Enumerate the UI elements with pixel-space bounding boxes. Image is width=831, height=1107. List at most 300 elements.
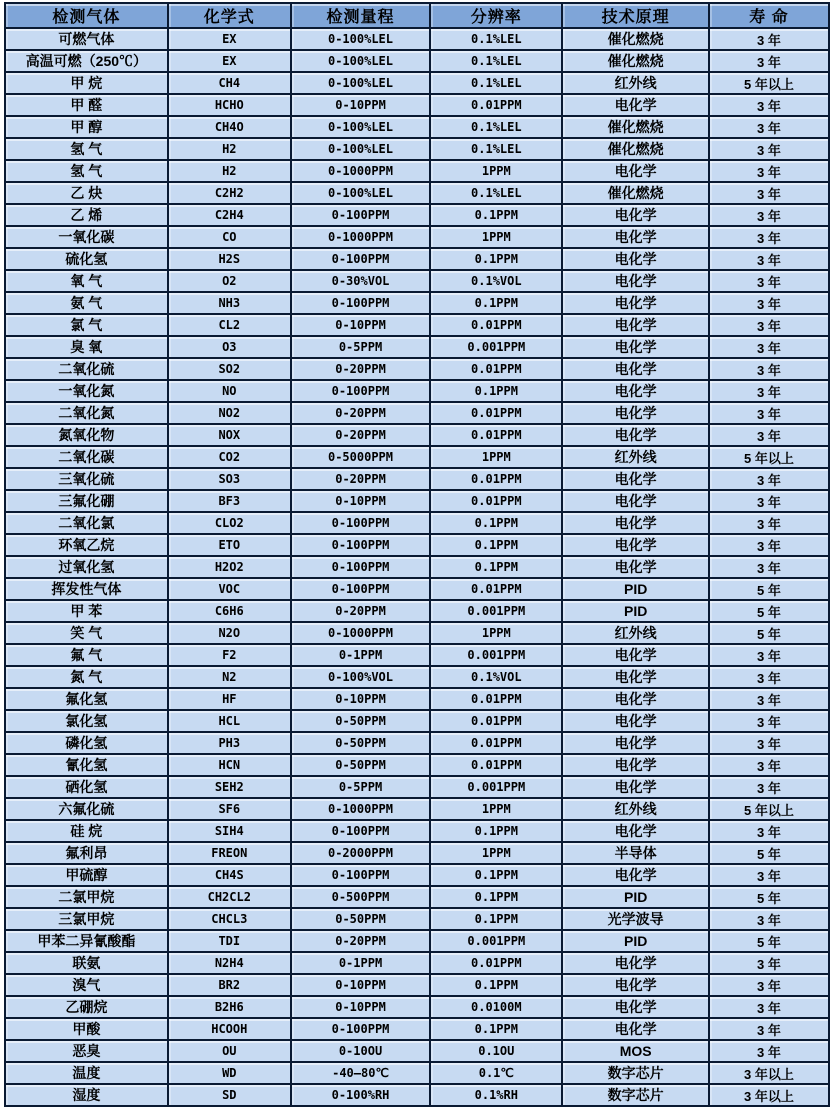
- cell-gas: 温度: [5, 1062, 168, 1084]
- cell-resolution: 0.001PPM: [430, 336, 562, 358]
- cell-formula: H2: [168, 160, 291, 182]
- cell-lifespan: 3 年: [709, 1018, 829, 1040]
- cell-resolution: 0.01PPM: [430, 94, 562, 116]
- cell-range: 0-50PPM: [291, 908, 430, 930]
- cell-gas: 高温可燃（250℃）: [5, 50, 168, 72]
- cell-range: 0-100PPM: [291, 578, 430, 600]
- cell-range: 0-100PPM: [291, 512, 430, 534]
- cell-range: 0-1000PPM: [291, 622, 430, 644]
- cell-lifespan: 3 年: [709, 314, 829, 336]
- cell-lifespan: 3 年: [709, 270, 829, 292]
- table-row: [5, 204, 829, 226]
- cell-resolution: 0.1PPM: [430, 380, 562, 402]
- cell-lifespan: 3 年: [709, 116, 829, 138]
- column-header-principle: 技术原理: [562, 3, 708, 28]
- cell-gas: 过氧化氢: [5, 556, 168, 578]
- cell-formula: BR2: [168, 974, 291, 996]
- cell-principle: 电化学: [562, 1018, 708, 1040]
- cell-principle: 电化学: [562, 996, 708, 1018]
- cell-lifespan: 3 年: [709, 952, 829, 974]
- cell-formula: CL2: [168, 314, 291, 336]
- cell-formula: N2O: [168, 622, 291, 644]
- table-row: [5, 358, 829, 380]
- cell-principle: 电化学: [562, 468, 708, 490]
- cell-principle: 红外线: [562, 72, 708, 94]
- cell-range: 0-20PPM: [291, 468, 430, 490]
- table-row: [5, 798, 829, 820]
- cell-range: 0-20PPM: [291, 358, 430, 380]
- cell-range: 0-30%VOL: [291, 270, 430, 292]
- cell-lifespan: 5 年: [709, 622, 829, 644]
- cell-range: 0-100PPM: [291, 204, 430, 226]
- cell-formula: H2: [168, 138, 291, 160]
- cell-resolution: 0.1PPM: [430, 204, 562, 226]
- cell-resolution: 0.1%LEL: [430, 50, 562, 72]
- cell-lifespan: 3 年: [709, 908, 829, 930]
- cell-formula: SD: [168, 1084, 291, 1106]
- cell-formula: SO3: [168, 468, 291, 490]
- cell-resolution: 0.01PPM: [430, 468, 562, 490]
- cell-gas: 环氧乙烷: [5, 534, 168, 556]
- cell-gas: 三氯甲烷: [5, 908, 168, 930]
- cell-principle: PID: [562, 930, 708, 952]
- table-row: [5, 710, 829, 732]
- cell-gas: 氢 气: [5, 160, 168, 182]
- cell-principle: 电化学: [562, 314, 708, 336]
- cell-range: 0-5PPM: [291, 776, 430, 798]
- cell-principle: 电化学: [562, 952, 708, 974]
- cell-gas: 甲 苯: [5, 600, 168, 622]
- cell-range: 0-100%LEL: [291, 50, 430, 72]
- cell-formula: C2H4: [168, 204, 291, 226]
- cell-lifespan: 3 年: [709, 490, 829, 512]
- cell-lifespan: 3 年: [709, 996, 829, 1018]
- table-row: [5, 732, 829, 754]
- cell-range: 0-100PPM: [291, 556, 430, 578]
- cell-formula: HCN: [168, 754, 291, 776]
- table-row: [5, 116, 829, 138]
- cell-formula: CLO2: [168, 512, 291, 534]
- cell-formula: H2O2: [168, 556, 291, 578]
- cell-lifespan: 3 年: [709, 754, 829, 776]
- cell-resolution: 0.001PPM: [430, 930, 562, 952]
- table-row: [5, 28, 829, 50]
- cell-gas: 臭 氧: [5, 336, 168, 358]
- cell-gas: 氢 气: [5, 138, 168, 160]
- cell-formula: CO: [168, 226, 291, 248]
- cell-range: 0-10PPM: [291, 490, 430, 512]
- cell-formula: NOX: [168, 424, 291, 446]
- cell-gas: 氟利昂: [5, 842, 168, 864]
- table-row: [5, 50, 829, 72]
- cell-lifespan: 5 年以上: [709, 798, 829, 820]
- cell-lifespan: 3 年: [709, 974, 829, 996]
- cell-resolution: 0.01PPM: [430, 490, 562, 512]
- cell-principle: 电化学: [562, 512, 708, 534]
- cell-principle: 红外线: [562, 622, 708, 644]
- cell-range: 0-100PPM: [291, 380, 430, 402]
- cell-formula: NH3: [168, 292, 291, 314]
- cell-lifespan: 5 年: [709, 600, 829, 622]
- cell-gas: 可燃气体: [5, 28, 168, 50]
- cell-formula: HCOOH: [168, 1018, 291, 1040]
- cell-range: 0-100PPM: [291, 864, 430, 886]
- cell-lifespan: 5 年以上: [709, 72, 829, 94]
- table-row: [5, 842, 829, 864]
- cell-gas: 氨 气: [5, 292, 168, 314]
- cell-gas: 乙硼烷: [5, 996, 168, 1018]
- cell-gas: 磷化氢: [5, 732, 168, 754]
- table-row: [5, 578, 829, 600]
- cell-resolution: 1PPM: [430, 842, 562, 864]
- cell-lifespan: 3 年: [709, 204, 829, 226]
- cell-principle: 光学波导: [562, 908, 708, 930]
- cell-range: 0-10OU: [291, 1040, 430, 1062]
- cell-range: 0-50PPM: [291, 754, 430, 776]
- table-row: [5, 556, 829, 578]
- cell-lifespan: 3 年: [709, 556, 829, 578]
- table-row: [5, 446, 829, 468]
- cell-formula: SEH2: [168, 776, 291, 798]
- table-row: [5, 512, 829, 534]
- column-header-resolution: 分辨率: [430, 3, 562, 28]
- cell-gas: 氟 气: [5, 644, 168, 666]
- table-row: [5, 1062, 829, 1084]
- cell-resolution: 0.01PPM: [430, 732, 562, 754]
- table-row: [5, 248, 829, 270]
- cell-resolution: 0.1%LEL: [430, 182, 562, 204]
- table-row: [5, 1040, 829, 1062]
- cell-range: 0-500PPM: [291, 886, 430, 908]
- cell-principle: 电化学: [562, 248, 708, 270]
- cell-range: 0-100%RH: [291, 1084, 430, 1106]
- cell-resolution: 0.01PPM: [430, 402, 562, 424]
- cell-range: 0-100%LEL: [291, 116, 430, 138]
- cell-formula: BF3: [168, 490, 291, 512]
- cell-principle: 电化学: [562, 380, 708, 402]
- cell-gas: 二氧化氯: [5, 512, 168, 534]
- cell-lifespan: 3 年: [709, 864, 829, 886]
- cell-resolution: 0.001PPM: [430, 776, 562, 798]
- cell-formula: O3: [168, 336, 291, 358]
- cell-resolution: 0.01PPM: [430, 424, 562, 446]
- cell-gas: 甲 烷: [5, 72, 168, 94]
- cell-resolution: 1PPM: [430, 446, 562, 468]
- cell-resolution: 0.01PPM: [430, 952, 562, 974]
- cell-range: -40—80℃: [291, 1062, 430, 1084]
- cell-resolution: 0.01PPM: [430, 688, 562, 710]
- cell-range: 0-100%LEL: [291, 138, 430, 160]
- cell-resolution: 1PPM: [430, 622, 562, 644]
- cell-gas: 甲酸: [5, 1018, 168, 1040]
- cell-principle: 半导体: [562, 842, 708, 864]
- cell-range: 0-100PPM: [291, 292, 430, 314]
- cell-formula: FREON: [168, 842, 291, 864]
- cell-lifespan: 5 年: [709, 886, 829, 908]
- cell-resolution: 1PPM: [430, 226, 562, 248]
- cell-range: 0-100PPM: [291, 820, 430, 842]
- cell-resolution: 1PPM: [430, 798, 562, 820]
- cell-lifespan: 3 年: [709, 820, 829, 842]
- cell-formula: EX: [168, 28, 291, 50]
- cell-principle: 电化学: [562, 534, 708, 556]
- table-row: [5, 974, 829, 996]
- cell-range: 0-20PPM: [291, 402, 430, 424]
- cell-resolution: 0.1PPM: [430, 292, 562, 314]
- cell-formula: N2: [168, 666, 291, 688]
- cell-resolution: 0.01PPM: [430, 314, 562, 336]
- table-row: [5, 600, 829, 622]
- cell-range: 0-100%LEL: [291, 28, 430, 50]
- cell-lifespan: 3 年: [709, 138, 829, 160]
- cell-formula: C6H6: [168, 600, 291, 622]
- cell-gas: 乙 炔: [5, 182, 168, 204]
- cell-formula: CH4S: [168, 864, 291, 886]
- cell-resolution: 1PPM: [430, 160, 562, 182]
- header-row: [5, 3, 829, 28]
- cell-gas: 硒化氢: [5, 776, 168, 798]
- cell-resolution: 0.1PPM: [430, 974, 562, 996]
- cell-resolution: 0.1PPM: [430, 556, 562, 578]
- cell-range: 0-20PPM: [291, 600, 430, 622]
- cell-gas: 联氨: [5, 952, 168, 974]
- cell-formula: PH3: [168, 732, 291, 754]
- table-row: [5, 886, 829, 908]
- cell-lifespan: 3 年: [709, 50, 829, 72]
- cell-gas: 氯 气: [5, 314, 168, 336]
- cell-principle: 催化燃烧: [562, 28, 708, 50]
- cell-lifespan: 3 年: [709, 28, 829, 50]
- cell-gas: 三氟化硼: [5, 490, 168, 512]
- cell-resolution: 0.1PPM: [430, 864, 562, 886]
- cell-lifespan: 5 年: [709, 578, 829, 600]
- cell-resolution: 0.1%VOL: [430, 666, 562, 688]
- cell-range: 0-100PPM: [291, 248, 430, 270]
- cell-range: 0-1PPM: [291, 952, 430, 974]
- cell-lifespan: 3 年: [709, 248, 829, 270]
- cell-gas: 硅 烷: [5, 820, 168, 842]
- cell-range: 0-20PPM: [291, 424, 430, 446]
- cell-gas: 溴气: [5, 974, 168, 996]
- cell-principle: 电化学: [562, 424, 708, 446]
- cell-gas: 二氧化氮: [5, 402, 168, 424]
- cell-range: 0-10PPM: [291, 688, 430, 710]
- cell-lifespan: 3 年: [709, 94, 829, 116]
- cell-principle: 催化燃烧: [562, 50, 708, 72]
- cell-lifespan: 3 年: [709, 358, 829, 380]
- cell-resolution: 0.0100M: [430, 996, 562, 1018]
- cell-range: 0-100%LEL: [291, 72, 430, 94]
- cell-principle: 电化学: [562, 776, 708, 798]
- cell-resolution: 0.1PPM: [430, 512, 562, 534]
- cell-principle: 电化学: [562, 666, 708, 688]
- cell-range: 0-10PPM: [291, 314, 430, 336]
- cell-principle: 电化学: [562, 94, 708, 116]
- cell-lifespan: 5 年: [709, 930, 829, 952]
- cell-gas: 一氧化碳: [5, 226, 168, 248]
- cell-gas: 甲 醇: [5, 116, 168, 138]
- column-header-lifespan: 寿 命: [709, 3, 829, 28]
- cell-gas: 湿度: [5, 1084, 168, 1106]
- cell-formula: SIH4: [168, 820, 291, 842]
- column-header-gas: 检测气体: [5, 3, 168, 28]
- table-row: [5, 622, 829, 644]
- table-row: [5, 666, 829, 688]
- cell-range: 0-10PPM: [291, 974, 430, 996]
- table-row: [5, 996, 829, 1018]
- cell-lifespan: 3 年: [709, 666, 829, 688]
- cell-lifespan: 3 年: [709, 732, 829, 754]
- cell-gas: 乙 烯: [5, 204, 168, 226]
- table-row: [5, 864, 829, 886]
- cell-formula: HCHO: [168, 94, 291, 116]
- cell-principle: 电化学: [562, 226, 708, 248]
- cell-formula: F2: [168, 644, 291, 666]
- cell-lifespan: 3 年: [709, 710, 829, 732]
- cell-resolution: 0.1PPM: [430, 534, 562, 556]
- cell-lifespan: 3 年: [709, 182, 829, 204]
- cell-gas: 氮氧化物: [5, 424, 168, 446]
- cell-resolution: 0.1PPM: [430, 820, 562, 842]
- cell-formula: CH4O: [168, 116, 291, 138]
- cell-formula: EX: [168, 50, 291, 72]
- cell-formula: SO2: [168, 358, 291, 380]
- table-row: [5, 138, 829, 160]
- table-header: [5, 3, 829, 28]
- cell-resolution: 0.1PPM: [430, 248, 562, 270]
- table-row: [5, 908, 829, 930]
- cell-resolution: 0.01PPM: [430, 578, 562, 600]
- cell-resolution: 0.1℃: [430, 1062, 562, 1084]
- table-row: [5, 226, 829, 248]
- table-row: [5, 1084, 829, 1106]
- table-row: [5, 292, 829, 314]
- cell-resolution: 0.01PPM: [430, 754, 562, 776]
- table-row: [5, 688, 829, 710]
- cell-lifespan: 5 年以上: [709, 446, 829, 468]
- cell-lifespan: 3 年: [709, 468, 829, 490]
- table-row: [5, 776, 829, 798]
- cell-formula: C2H2: [168, 182, 291, 204]
- cell-formula: NO2: [168, 402, 291, 424]
- cell-range: 0-100%LEL: [291, 182, 430, 204]
- cell-lifespan: 3 年: [709, 226, 829, 248]
- cell-gas: 甲苯二异氰酸酯: [5, 930, 168, 952]
- cell-formula: B2H6: [168, 996, 291, 1018]
- cell-principle: PID: [562, 600, 708, 622]
- table-row: [5, 930, 829, 952]
- cell-range: 0-2000PPM: [291, 842, 430, 864]
- table-row: [5, 380, 829, 402]
- cell-gas: 三氧化硫: [5, 468, 168, 490]
- cell-principle: 电化学: [562, 644, 708, 666]
- cell-lifespan: 3 年: [709, 512, 829, 534]
- cell-formula: NO: [168, 380, 291, 402]
- cell-formula: WD: [168, 1062, 291, 1084]
- table-row: [5, 94, 829, 116]
- cell-lifespan: 3 年以上: [709, 1062, 829, 1084]
- cell-principle: 电化学: [562, 732, 708, 754]
- cell-principle: 催化燃烧: [562, 182, 708, 204]
- cell-range: 0-100PPM: [291, 1018, 430, 1040]
- cell-formula: CO2: [168, 446, 291, 468]
- cell-range: 0-10PPM: [291, 996, 430, 1018]
- cell-lifespan: 3 年: [709, 1040, 829, 1062]
- cell-range: 0-100PPM: [291, 534, 430, 556]
- cell-gas: 甲 醛: [5, 94, 168, 116]
- cell-principle: 电化学: [562, 754, 708, 776]
- cell-gas: 氯化氢: [5, 710, 168, 732]
- cell-formula: CH2CL2: [168, 886, 291, 908]
- table-row: [5, 468, 829, 490]
- cell-resolution: 0.1%LEL: [430, 28, 562, 50]
- cell-resolution: 0.1%VOL: [430, 270, 562, 292]
- cell-gas: 挥发性气体: [5, 578, 168, 600]
- cell-formula: SF6: [168, 798, 291, 820]
- cell-lifespan: 3 年以上: [709, 1084, 829, 1106]
- cell-principle: 红外线: [562, 798, 708, 820]
- cell-lifespan: 3 年: [709, 534, 829, 556]
- cell-gas: 一氧化氮: [5, 380, 168, 402]
- cell-principle: 电化学: [562, 556, 708, 578]
- cell-principle: 电化学: [562, 820, 708, 842]
- cell-principle: 数字芯片: [562, 1084, 708, 1106]
- cell-principle: 催化燃烧: [562, 138, 708, 160]
- cell-principle: 电化学: [562, 270, 708, 292]
- cell-lifespan: 3 年: [709, 644, 829, 666]
- cell-range: 0-10PPM: [291, 94, 430, 116]
- cell-formula: CHCL3: [168, 908, 291, 930]
- cell-principle: 电化学: [562, 688, 708, 710]
- cell-formula: CH4: [168, 72, 291, 94]
- table-row: [5, 402, 829, 424]
- cell-gas: 二氧化碳: [5, 446, 168, 468]
- cell-resolution: 0.1%LEL: [430, 72, 562, 94]
- cell-range: 0-1000PPM: [291, 798, 430, 820]
- cell-principle: 电化学: [562, 974, 708, 996]
- cell-range: 0-5PPM: [291, 336, 430, 358]
- table-row: [5, 182, 829, 204]
- cell-lifespan: 3 年: [709, 160, 829, 182]
- cell-principle: 电化学: [562, 864, 708, 886]
- cell-resolution: 0.01PPM: [430, 358, 562, 380]
- cell-principle: 红外线: [562, 446, 708, 468]
- cell-range: 0-20PPM: [291, 930, 430, 952]
- cell-principle: 电化学: [562, 710, 708, 732]
- cell-principle: 电化学: [562, 160, 708, 182]
- cell-formula: HF: [168, 688, 291, 710]
- cell-principle: PID: [562, 578, 708, 600]
- cell-gas: 六氟化硫: [5, 798, 168, 820]
- cell-range: 0-1PPM: [291, 644, 430, 666]
- table-row: [5, 1018, 829, 1040]
- cell-resolution: 0.001PPM: [430, 644, 562, 666]
- cell-principle: 电化学: [562, 204, 708, 226]
- cell-gas: 氧 气: [5, 270, 168, 292]
- cell-resolution: 0.1PPM: [430, 1018, 562, 1040]
- cell-formula: VOC: [168, 578, 291, 600]
- cell-formula: HCL: [168, 710, 291, 732]
- cell-gas: 硫化氢: [5, 248, 168, 270]
- column-header-formula: 化学式: [168, 3, 291, 28]
- gas-sensor-table: [4, 2, 830, 1107]
- cell-formula: N2H4: [168, 952, 291, 974]
- cell-lifespan: 3 年: [709, 380, 829, 402]
- table-row: [5, 336, 829, 358]
- cell-resolution: 0.1PPM: [430, 908, 562, 930]
- cell-gas: 氰化氢: [5, 754, 168, 776]
- cell-lifespan: 3 年: [709, 292, 829, 314]
